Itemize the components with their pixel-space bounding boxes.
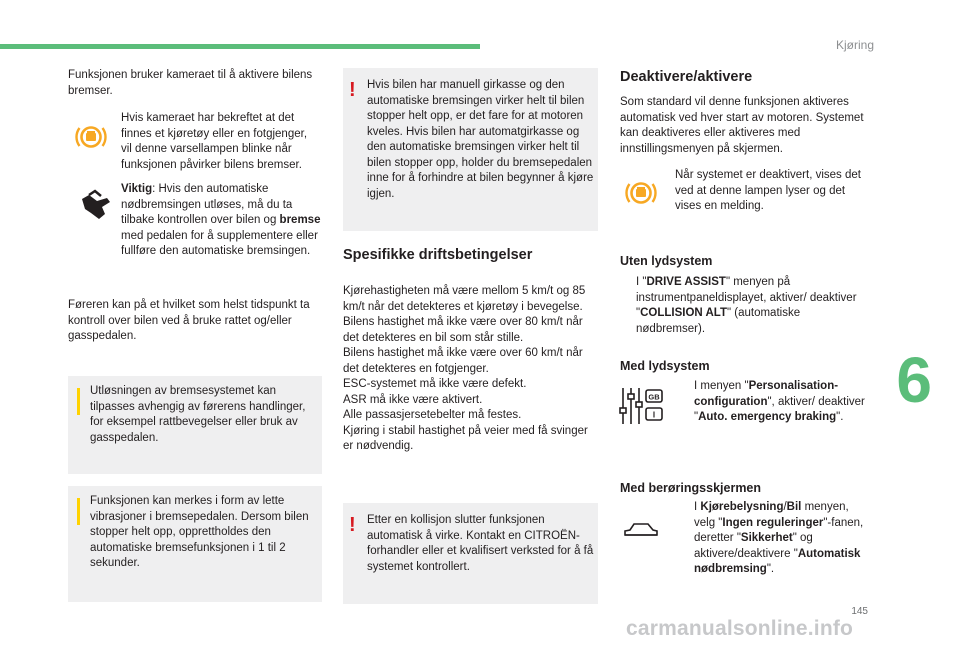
info-note-1-text: Utløsningen av bremsesystemet kan tilpasses avhengig av førerens handlinger, for eksempel rattbevegelser eller bruk av gasspedalen. <box>90 385 306 444</box>
menu-driving-lights: Kjørebelysning <box>700 501 784 513</box>
menu-safety: Sikkerhet <box>740 532 793 544</box>
info-note-2-text: Funksjonen kan merkes i form av lette vibrasjoner i bremsepedalen. Dersom bilen stopper helt opp, opprettholdes den automatiske bremsefunksjonen i 1 til 2 sekunder. <box>90 495 309 569</box>
tab-no-settings: Ingen reguleringer <box>722 516 824 529</box>
menu-personalisation: Personalisation-configuration <box>694 380 839 408</box>
menu-drive-assist: DRIVE ASSIST <box>646 276 726 288</box>
heading-touchscreen: Med berøringsskjermen <box>620 481 762 495</box>
bullet-icon <box>620 275 636 337</box>
info-note-2 <box>68 486 322 602</box>
lamp-text: Når systemet er deaktivert, vises det ved at denne lampen lyser og det vises en melding. <box>675 169 861 212</box>
heading-audio: Med lydsystem <box>620 359 710 373</box>
svg-text:GB: GB <box>648 392 660 402</box>
touch-instructions: I Kjørebelysning/Bil menyen, velg "Ingen reguleringer"-fanen, deretter "Sikkerhet" og aktivere/deaktivere "Automatisk nødbremsing". <box>678 500 868 578</box>
conditions-text: Kjørehastigheten må være mellom 5 km/t og 85 km/t når det detekteres et kjøretøy i bevegelse. Bilens hastighet må ikke være over 80 km/t når det detekteres en bil som står stille. Bilens hastighet må ikke være over 60 km/t når det detekteres en fotgjenger. ESC-systemet må ikke være defekt. ASR må ikke være aktivert. Alle passasjersetebelter må festes. Kjøring i stabil hastighet på veier med få svinger er nødvendig. <box>343 285 588 452</box>
menu-auto-emergency-braking: Automatisk nødbremsing <box>694 547 861 575</box>
car-icon <box>618 508 664 554</box>
warning-marker: ! <box>349 79 356 101</box>
warning-note-1 <box>343 68 598 231</box>
brake-warning-icon <box>618 170 664 216</box>
bullet-icon <box>678 379 694 426</box>
important-label: Viktig <box>121 183 153 195</box>
hand-icon <box>72 182 118 228</box>
menu-car: Bil <box>786 501 802 513</box>
driver-text: Føreren kan på et hvilket som helst tidspunkt ta kontroll over bilen ved å bruke rattet og/eller gasspedalen. <box>68 299 310 342</box>
heading-no-audio: Uten lydsystem <box>620 254 713 268</box>
svg-text:I: I <box>652 410 656 420</box>
menu-auto-emergency-braking: Auto. emergency braking <box>698 411 837 423</box>
chapter-number: 6 <box>896 344 932 416</box>
heading-operating-conditions: Spesifikke driftsbetingelser <box>343 247 533 263</box>
settings-sliders-icon <box>617 382 665 430</box>
warning-marker: ! <box>349 514 356 536</box>
warning-note-2-text: Etter en kollisjon slutter funksjonen automatisk å virke. Kontakt en CITROËN-forhandler eller et kvalifisert verksted for å få systemet kontrollert. <box>367 514 594 573</box>
audio-instructions: I menyen "Personalisation-configuration", aktiver/ deaktiver "Auto. emergency braking". <box>678 379 868 426</box>
info-marker <box>77 498 80 525</box>
info-note-1 <box>68 376 322 474</box>
intro-text: Funksjonen bruker kameraet til å aktivere bilens bremser. <box>68 69 313 97</box>
page-number: 145 <box>851 606 868 617</box>
bullet-icon <box>678 500 694 578</box>
info-marker <box>77 388 80 415</box>
chapter-color-bar <box>0 44 480 49</box>
camera-text: Hvis kameraet har bekreftet at det finnes et kjøretøy eller en fotgjenger, vil denne varsellampen blinke når funksjonen påvirker bilens bremser. <box>121 112 308 171</box>
no-audio-instructions: I "DRIVE ASSIST" menyen på instrumentpaneldisplayet, aktiver/ deaktiver "COLLISION ALT" (automatiske nødbremser). <box>620 275 870 337</box>
menu-collision-alt: COLLISION ALT <box>640 307 727 319</box>
watermark: carmanualsonline.info <box>626 617 854 640</box>
warning-note-1-text: Hvis bilen har manuell girkasse og den automatiske bremsingen virker helt til bilen stopper helt opp, er det fare for at motoren kveles. Hvis bilen har automatgirkasse og den automatiske bremsingen virker helt til bilen stopper opp, holder du bremsepedalen inne for å forhindre at bilen begynner å kjøre igjen. <box>367 79 594 200</box>
important-text: Viktig: Hvis den automatiske nødbremsingen utløses, må du ta tilbake kontrollen over bilen og bremse med pedalen for å supplementere eller fullføre den automatiske bremsingen. <box>121 183 321 257</box>
section-name: Kjøring <box>835 38 874 52</box>
brake-warning-icon <box>68 114 114 160</box>
heading-deactivate: Deaktivere/aktivere <box>620 69 753 85</box>
deactivate-intro: Som standard vil denne funksjonen aktiveres automatisk ved hver start av motoren. Systemet kan deaktiveres eller aktiveres med innstillingsmenyen på skjermen. <box>620 96 864 155</box>
brake-word: bremse <box>279 214 321 226</box>
warning-note-2 <box>343 503 598 604</box>
